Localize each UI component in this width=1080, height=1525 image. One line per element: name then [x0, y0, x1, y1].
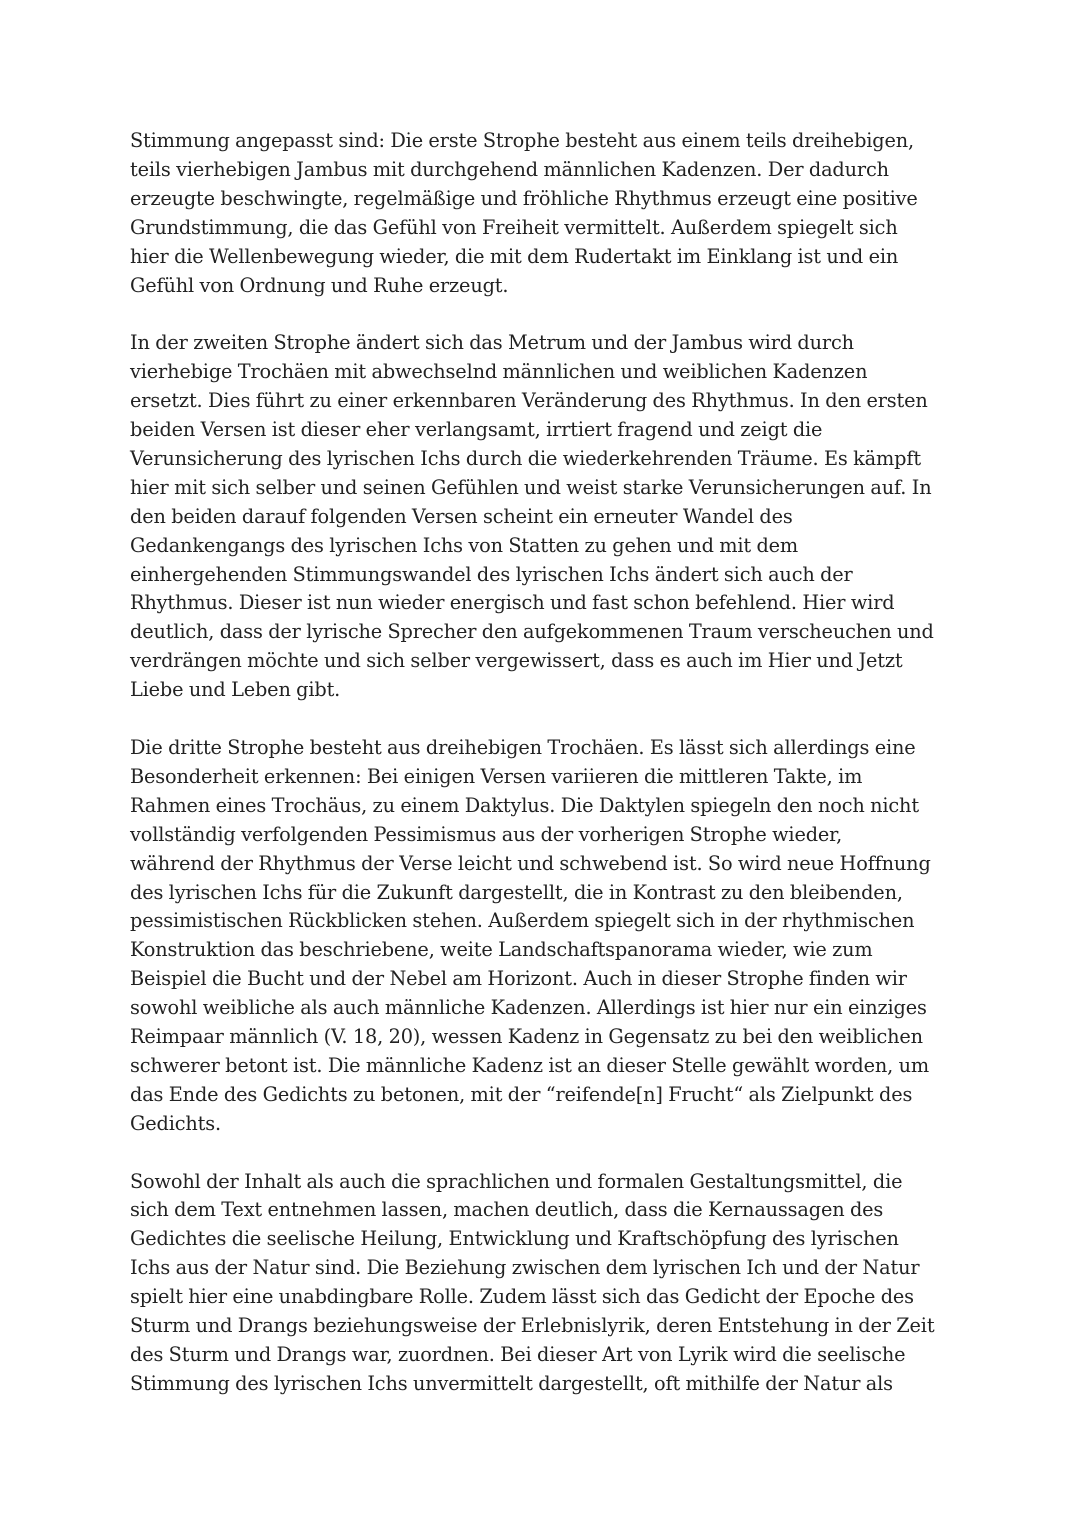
- text-line: Sowohl der Inhalt als auch die sprachlichen und formalen Gestaltungsmittel, die: [130, 1169, 903, 1193]
- text-line: Gedichts.: [130, 1111, 221, 1135]
- paragraph-third-stanza: [130, 734, 960, 1139]
- text-line: Die dritte Strophe besteht aus dreihebigen Trochäen. Es lässt sich allerdings eine: [130, 736, 916, 759]
- text-line: spielt hier eine unabdingbare Rolle. Zudem lässt sich das Gedicht der Epoche des: [130, 1285, 914, 1309]
- text-line: Stimmung des lyrischen Ichs unvermittelt dargestellt, oft mithilfe der Natur als: [130, 1371, 893, 1395]
- document-body: [130, 127, 960, 1428]
- paragraph-conclusion: [130, 1168, 960, 1399]
- text-line: des lyrischen Ichs für die Zukunft dargestellt, die in Kontrast zu den bleibenden,: [130, 880, 903, 904]
- text-line: schwerer betont ist. Die männliche Kadenz ist an dieser Stelle gewählt worden, um: [130, 1053, 930, 1077]
- text-line: Gedichtes die seelische Heilung, Entwicklung und Kraftschöpfung des lyrischen: [130, 1227, 899, 1251]
- text-line: Liebe und Leben gibt.: [130, 678, 341, 702]
- text-line: das Ende des Gedichts zu betonen, mit der “reifende[n] Frucht“ als Zielpunkt des: [130, 1082, 913, 1106]
- text-line: hier mit sich selber und seinen Gefühlen und weist starke Verunsicherungen auf. In: [130, 475, 932, 499]
- text-line: während der Rhythmus der Verse leicht und schwebend ist. So wird neue Hoffnung: [130, 851, 931, 875]
- text-line: des Sturm und Drangs war, zuordnen. Bei dieser Art von Lyrik wird die seelische: [130, 1343, 906, 1367]
- text-line: Grundstimmung, die das Gefühl von Freiheit vermittelt. Außerdem spiegelt sich: [130, 215, 898, 239]
- text-line: Verunsicherung des lyrischen Ichs durch die wiederkehrenden Träume. Es kämpft: [130, 446, 921, 470]
- text-line: Rahmen eines Trochäus, zu einem Daktylus. Die Daktylen spiegeln den noch nicht: [130, 793, 919, 817]
- text-line: In der zweiten Strophe ändert sich das Metrum und der Jambus wird durch: [130, 331, 854, 355]
- text-line: Reimpaar männlich (V. 18, 20), wessen Kadenz in Gegensatz zu bei den weiblichen: [130, 1025, 923, 1049]
- text-line: Konstruktion das beschriebene, weite Landschaftspanorama wieder, wie zum: [130, 938, 873, 962]
- text-line: hier die Wellenbewegung wieder, die mit dem Rudertakt im Einklang ist und ein: [130, 244, 899, 268]
- text-line: sich dem Text entnehmen lassen, machen deutlich, dass die Kernaussagen des: [130, 1198, 884, 1222]
- text-line: verdrängen möchte und sich selber vergewissert, dass es auch im Hier und Jetzt: [130, 649, 903, 673]
- text-line: pessimistischen Rückblicken stehen. Außerdem spiegelt sich in der rhythmischen: [130, 909, 915, 933]
- text-line: den beiden darauf folgenden Versen scheint ein erneuter Wandel des: [130, 504, 793, 528]
- text-line: vollständig verfolgenden Pessimismus aus der vorherigen Strophe wieder,: [130, 822, 843, 846]
- text-line: Beispiel die Bucht und der Nebel am Horizont. Auch in dieser Strophe finden wir: [130, 967, 907, 991]
- text-line: Stimmung angepasst sind: Die erste Strophe besteht aus einem teils dreihebigen,: [130, 129, 914, 152]
- text-line: deutlich, dass der lyrische Sprecher den aufgekommenen Traum verscheuchen und: [130, 620, 934, 644]
- text-line: Rhythmus. Dieser ist nun wieder energisch und fast schon befehlend. Hier wird: [130, 591, 895, 615]
- text-line: Ichs aus der Natur sind. Die Beziehung zwischen dem lyrischen Ich und der Natur: [130, 1256, 920, 1280]
- text-line: einhergehenden Stimmungswandel des lyrischen Ichs ändert sich auch der: [130, 562, 853, 586]
- text-line: sowohl weibliche als auch männliche Kadenzen. Allerdings ist hier nur ein einziges: [130, 996, 927, 1020]
- text-line: ersetzt. Dies führt zu einer erkennbaren Veränderung des Rhythmus. In den ersten: [130, 389, 928, 413]
- text-line: beiden Versen ist dieser eher verlangsamt, irrtiert fragend und zeigt die: [130, 418, 823, 442]
- text-line: vierhebige Trochäen mit abwechselnd männlichen und weiblichen Kadenzen: [130, 360, 868, 384]
- text-line: Gedankengangs des lyrischen Ichs von Statten zu gehen und mit dem: [130, 533, 799, 557]
- text-line: Gefühl von Ordnung und Ruhe erzeugt.: [130, 273, 509, 297]
- text-line: Sturm und Drangs beziehungsweise der Erlebnislyrik, deren Entstehung in der Zeit: [130, 1314, 935, 1338]
- text-line: erzeugte beschwingte, regelmäßige und fröhliche Rhythmus erzeugt eine positive: [130, 186, 918, 210]
- paragraph-meter-first-stanza: [130, 127, 960, 300]
- text-line: Besonderheit erkennen: Bei einigen Versen variieren die mittleren Takte, im: [130, 764, 863, 788]
- text-line: teils vierhebigen Jambus mit durchgehend männlichen Kadenzen. Der dadurch: [130, 157, 889, 181]
- paragraph-second-stanza: [130, 329, 960, 705]
